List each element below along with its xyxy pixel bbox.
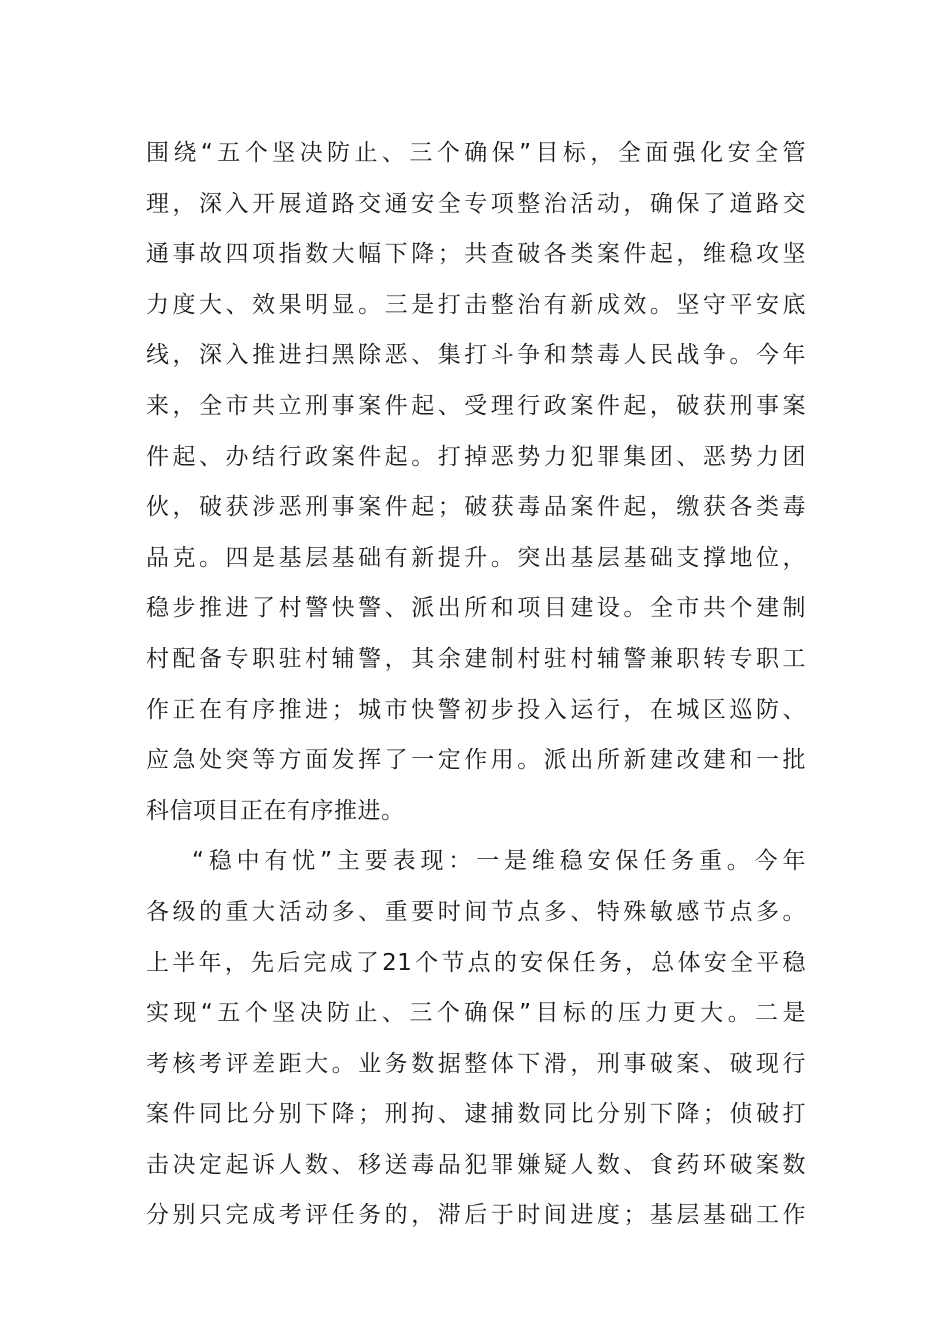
text-line-9: 品克。四是基层基础有新提升。突出基层基础支撑地位， (146, 544, 806, 571)
text-line-17: 上半年，先后完成了21个节点的安保任务，总体安全平稳 (146, 949, 806, 976)
text-line-18: 实现“五个坚决防止、三个确保”目标的压力更大。二是 (146, 1000, 806, 1027)
text-line-8: 伙，破获涉恶刑事案件起；破获毒品案件起，缴获各类毒 (146, 494, 806, 521)
text-line-1: 围绕“五个坚决防止、三个确保”目标，全面强化安全管 (146, 140, 806, 166)
text-line-20: 案件同比分别下降；刑拘、逮捕数同比分别下降；侦破打 (146, 1101, 806, 1128)
text-line-3: 通事故四项指数大幅下降；共查破各类案件起，维稳攻坚 (146, 241, 806, 268)
text-line-14: 科信项目正在有序推进。 (146, 797, 405, 824)
text-line-15: “稳中有忧”主要表现：一是维稳安保任务重。今年 (192, 848, 806, 875)
text-line-4: 力度大、效果明显。三是打击整治有新成效。坚守平安底 (146, 291, 806, 318)
text-line-16: 各级的重大活动多、重要时间节点多、特殊敏感节点多。 (146, 898, 806, 925)
text-line-19: 考核考评差距大。业务数据整体下滑，刑事破案、破现行 (146, 1050, 806, 1077)
text-line-5: 线，深入推进扫黑除恶、集打斗争和禁毒人民战争。今年 (146, 342, 806, 369)
text-line-11: 村配备专职驻村辅警，其余建制村驻村辅警兼职转专职工 (146, 645, 806, 672)
text-line-21: 击决定起诉人数、移送毒品犯罪嫌疑人数、食药环破案数 (146, 1151, 806, 1178)
text-line-6: 来，全市共立刑事案件起、受理行政案件起，破获刑事案 (146, 392, 806, 419)
text-line-2: 理，深入开展道路交通安全专项整治活动，确保了道路交 (146, 190, 806, 217)
text-line-13: 应急处突等方面发挥了一定作用。派出所新建改建和一批 (146, 747, 806, 774)
text-line-12: 作正在有序推进；城市快警初步投入运行，在城区巡防、 (146, 696, 806, 723)
text-line-10: 稳步推进了村警快警、派出所和项目建设。全市共个建制 (146, 595, 806, 622)
text-line-7: 件起、办结行政案件起。打掉恶势力犯罪集团、恶势力团 (146, 443, 806, 470)
document-body (146, 128, 806, 1241)
text-line-22: 分别只完成考评任务的，滞后于时间进度；基层基础工作 (146, 1202, 806, 1229)
